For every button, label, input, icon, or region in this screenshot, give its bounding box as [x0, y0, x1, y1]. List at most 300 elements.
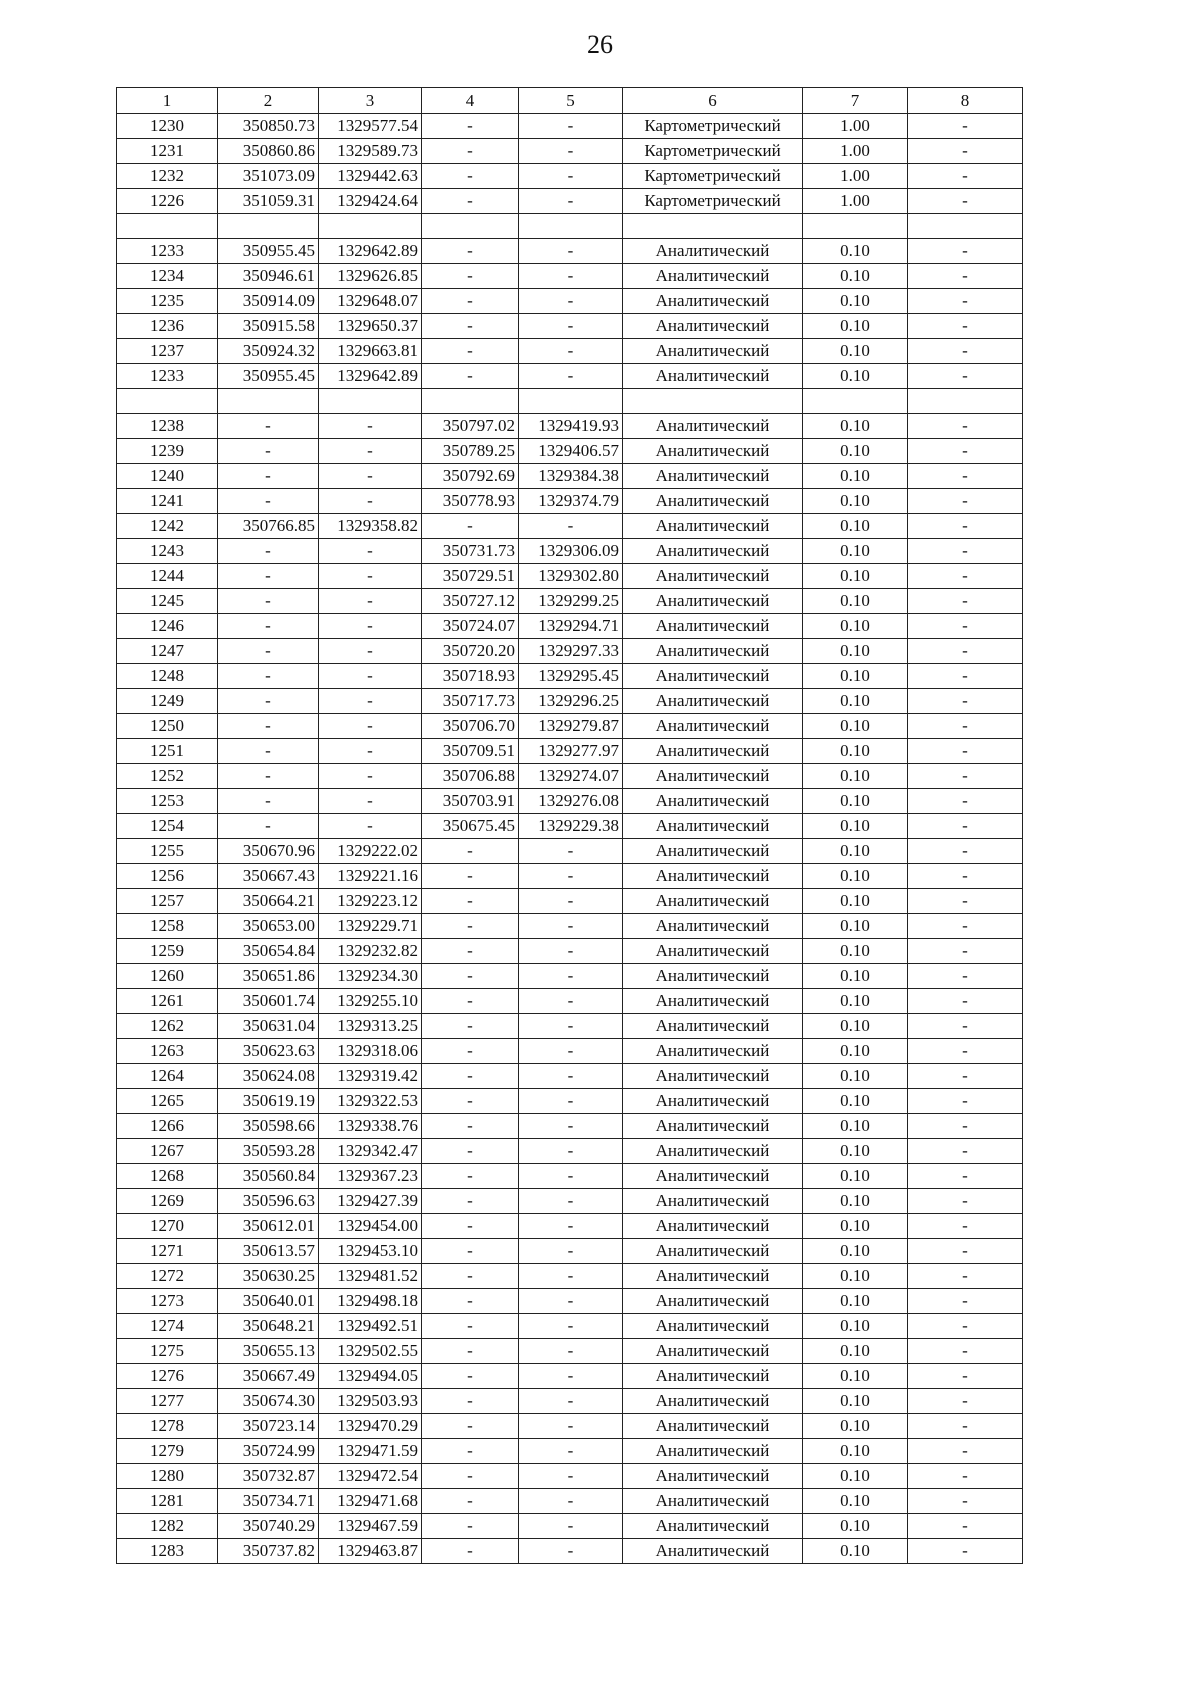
table-cell: - [218, 714, 319, 739]
table-cell: 1329648.07 [319, 289, 422, 314]
table-cell: 350601.74 [218, 989, 319, 1014]
table-row [117, 1014, 1023, 1039]
table-cell: 1257 [117, 889, 218, 914]
table-row [117, 539, 1023, 564]
table-cell: 350732.87 [218, 1464, 319, 1489]
table-cell: 1.00 [803, 189, 908, 214]
table-row [117, 789, 1023, 814]
table-cell: - [319, 464, 422, 489]
table-cell: - [519, 989, 623, 1014]
table-cell: - [519, 1314, 623, 1339]
table-cell: 1329453.10 [319, 1239, 422, 1264]
table-cell: Аналитический [623, 1489, 803, 1514]
table-row [117, 139, 1023, 164]
table-row [117, 664, 1023, 689]
table-cell: 350619.19 [218, 1089, 319, 1114]
table-cell: Аналитический [623, 914, 803, 939]
table-cell: 1329650.37 [319, 314, 422, 339]
table-row [117, 989, 1023, 1014]
table-row [117, 189, 1023, 214]
table-cell: - [908, 239, 1023, 264]
table-cell: 0.10 [803, 889, 908, 914]
table-cell: 1329427.39 [319, 1189, 422, 1214]
table-cell: 1329419.93 [519, 414, 623, 439]
table-row [117, 1539, 1023, 1564]
table-row [117, 764, 1023, 789]
table-row [117, 1439, 1023, 1464]
table-cell: - [519, 1339, 623, 1364]
table-cell: - [319, 814, 422, 839]
table-cell: 0.10 [803, 439, 908, 464]
table-cell: - [908, 289, 1023, 314]
table-cell: - [908, 1164, 1023, 1189]
table-cell: - [422, 239, 519, 264]
table-cell [623, 389, 803, 414]
table-cell: - [908, 539, 1023, 564]
table-cell: - [422, 364, 519, 389]
table-cell: - [908, 564, 1023, 589]
table-cell: 1226 [117, 189, 218, 214]
table-cell: 1243 [117, 539, 218, 564]
table-cell: 1329472.54 [319, 1464, 422, 1489]
table-cell: 350560.84 [218, 1164, 319, 1189]
table-cell: - [218, 639, 319, 664]
table-row [117, 1414, 1023, 1439]
table-row [117, 1214, 1023, 1239]
table-cell: - [908, 1464, 1023, 1489]
table-cell: - [908, 1239, 1023, 1264]
table-cell: - [319, 414, 422, 439]
table-cell: 0.10 [803, 964, 908, 989]
table-cell: Аналитический [623, 664, 803, 689]
table-cell: - [422, 989, 519, 1014]
table-cell: 1329255.10 [319, 989, 422, 1014]
table-row [117, 264, 1023, 289]
table-cell: 0.10 [803, 1464, 908, 1489]
table-cell: - [422, 964, 519, 989]
table-row [117, 1314, 1023, 1339]
table-cell: - [519, 289, 623, 314]
table-cell: Аналитический [623, 989, 803, 1014]
table-cell: - [908, 639, 1023, 664]
table-cell: - [319, 589, 422, 614]
table-cell: 350648.21 [218, 1314, 319, 1339]
table-cell: Аналитический [623, 464, 803, 489]
table-cell: 0.10 [803, 289, 908, 314]
table-cell: 1260 [117, 964, 218, 989]
table-cell: 1246 [117, 614, 218, 639]
table-cell: - [908, 1064, 1023, 1089]
table-cell: - [519, 1489, 623, 1514]
table-cell: - [908, 1264, 1023, 1289]
table-cell: 0.10 [803, 1314, 908, 1339]
table-cell: 0.10 [803, 1514, 908, 1539]
table-cell: 0.10 [803, 1339, 908, 1364]
table-cell: - [908, 1114, 1023, 1139]
table-cell: Аналитический [623, 1289, 803, 1314]
table-cell: - [519, 1439, 623, 1464]
table-cell: 0.10 [803, 1189, 908, 1214]
table-cell: 350703.91 [422, 789, 519, 814]
table-cell: 1265 [117, 1089, 218, 1114]
column-header: 3 [319, 88, 422, 114]
column-header: 6 [623, 88, 803, 114]
table-cell: - [422, 1364, 519, 1389]
table-cell: 1329319.42 [319, 1064, 422, 1089]
table-cell: - [519, 364, 623, 389]
table-cell: 0.10 [803, 664, 908, 689]
table-row [117, 1189, 1023, 1214]
table-cell: 1279 [117, 1439, 218, 1464]
table-cell: - [519, 1239, 623, 1264]
table-cell: - [908, 1339, 1023, 1364]
table-cell: 1329577.54 [319, 114, 422, 139]
table-cell: 1238 [117, 414, 218, 439]
table-cell [218, 389, 319, 414]
table-cell: Аналитический [623, 1264, 803, 1289]
table-cell: 1329306.09 [519, 539, 623, 564]
table-cell: - [908, 1439, 1023, 1464]
table-row [117, 1289, 1023, 1314]
table-cell: 1329367.23 [319, 1164, 422, 1189]
table-row [117, 714, 1023, 739]
table-cell: 0.10 [803, 739, 908, 764]
table-cell: 1234 [117, 264, 218, 289]
table-cell: - [519, 864, 623, 889]
table-cell: 350631.04 [218, 1014, 319, 1039]
table-row [117, 1164, 1023, 1189]
table-row [117, 1264, 1023, 1289]
table-cell: 0.10 [803, 1264, 908, 1289]
table-cell: - [908, 1414, 1023, 1439]
table-cell: 1329229.38 [519, 814, 623, 839]
table-cell: - [519, 1514, 623, 1539]
table-cell: - [908, 439, 1023, 464]
table-cell: 1329424.64 [319, 189, 422, 214]
table-cell: 1329384.38 [519, 464, 623, 489]
table-cell: Аналитический [623, 1464, 803, 1489]
table-cell: 350766.85 [218, 514, 319, 539]
table-cell: 0.10 [803, 339, 908, 364]
table-cell: - [908, 839, 1023, 864]
table-row [117, 564, 1023, 589]
table-cell: - [422, 889, 519, 914]
table-cell: 1329223.12 [319, 889, 422, 914]
table-cell: - [319, 714, 422, 739]
table-cell: - [422, 1489, 519, 1514]
page-number: 26 [587, 30, 613, 59]
table-cell: 350674.30 [218, 1389, 319, 1414]
table-cell: Аналитический [623, 539, 803, 564]
table-cell: 1329358.82 [319, 514, 422, 539]
table-cell: - [519, 1164, 623, 1189]
table-cell: - [218, 764, 319, 789]
table-cell: 0.10 [803, 814, 908, 839]
table-cell: 1.00 [803, 139, 908, 164]
table-cell: 0.10 [803, 839, 908, 864]
table-cell: 1231 [117, 139, 218, 164]
table-cell: - [422, 1464, 519, 1489]
table-cell: - [908, 789, 1023, 814]
table-cell: 0.10 [803, 1214, 908, 1239]
table-cell: 350706.88 [422, 764, 519, 789]
table-cell [218, 214, 319, 239]
table-cell: Аналитический [623, 614, 803, 639]
table-row [117, 914, 1023, 939]
table-cell: - [422, 1339, 519, 1364]
table-cell: 350723.14 [218, 1414, 319, 1439]
table-row [117, 439, 1023, 464]
table-cell: - [908, 489, 1023, 514]
table-cell: 0.10 [803, 489, 908, 514]
table-cell: Аналитический [623, 1139, 803, 1164]
table-cell: - [519, 1389, 623, 1414]
table-cell: 350593.28 [218, 1139, 319, 1164]
table-cell: 1.00 [803, 114, 908, 139]
table-cell: - [908, 1014, 1023, 1039]
table-cell: 350778.93 [422, 489, 519, 514]
table-cell: 0.10 [803, 614, 908, 639]
table-cell: Аналитический [623, 714, 803, 739]
table-cell: - [519, 264, 623, 289]
table-cell: 1256 [117, 864, 218, 889]
table-separator-row [117, 214, 1023, 239]
column-header: 5 [519, 88, 623, 114]
table-row [117, 589, 1023, 614]
table-cell: 1329318.06 [319, 1039, 422, 1064]
column-header: 8 [908, 88, 1023, 114]
table-cell: 1282 [117, 1514, 218, 1539]
table-cell: - [422, 289, 519, 314]
table-cell: 1329442.63 [319, 164, 422, 189]
table-cell: 1273 [117, 1289, 218, 1314]
table-cell: - [422, 1064, 519, 1089]
table-row [117, 1389, 1023, 1414]
table-cell: 1329492.51 [319, 1314, 422, 1339]
table-cell: 1254 [117, 814, 218, 839]
table-cell: 1329589.73 [319, 139, 422, 164]
table-cell: - [519, 189, 623, 214]
table-cell: 350724.99 [218, 1439, 319, 1464]
table-cell: - [908, 989, 1023, 1014]
table-cell: 1329406.57 [519, 439, 623, 464]
table-cell: Аналитический [623, 589, 803, 614]
table-cell: 1329342.47 [319, 1139, 422, 1164]
table-cell: Аналитический [623, 689, 803, 714]
table-cell: 1329313.25 [319, 1014, 422, 1039]
table-cell: 0.10 [803, 539, 908, 564]
table-cell: 350789.25 [422, 439, 519, 464]
table-cell: - [319, 739, 422, 764]
table-cell: 0.10 [803, 914, 908, 939]
table-cell: - [519, 239, 623, 264]
table-cell: 1329279.87 [519, 714, 623, 739]
table-cell: - [422, 114, 519, 139]
table-cell: Аналитический [623, 789, 803, 814]
table-cell: 0.10 [803, 1539, 908, 1564]
table-cell: 0.10 [803, 314, 908, 339]
table-cell: 350737.82 [218, 1539, 319, 1564]
table-row [117, 639, 1023, 664]
table-cell: 1283 [117, 1539, 218, 1564]
table-cell: - [908, 689, 1023, 714]
table-cell: 1272 [117, 1264, 218, 1289]
table-cell: - [319, 664, 422, 689]
table-cell: - [908, 414, 1023, 439]
table-cell: - [422, 1139, 519, 1164]
table-cell: - [422, 264, 519, 289]
table-cell: 350612.01 [218, 1214, 319, 1239]
table-cell: 1235 [117, 289, 218, 314]
table-cell: 1233 [117, 239, 218, 264]
table-cell: 350640.01 [218, 1289, 319, 1314]
table-cell: 1329374.79 [519, 489, 623, 514]
table-cell: 0.10 [803, 1089, 908, 1114]
table-cell: - [519, 1214, 623, 1239]
table-row [117, 489, 1023, 514]
table-cell: Аналитический [623, 739, 803, 764]
table-cell: 0.10 [803, 564, 908, 589]
table-cell: - [422, 1114, 519, 1139]
table-cell: 0.10 [803, 1064, 908, 1089]
table-cell: 1329276.08 [519, 789, 623, 814]
table-cell: - [908, 164, 1023, 189]
table-cell: - [519, 339, 623, 364]
table-cell: 350860.86 [218, 139, 319, 164]
table-row [117, 1089, 1023, 1114]
table-cell: - [908, 1289, 1023, 1314]
table-cell: 350624.08 [218, 1064, 319, 1089]
table-cell: - [519, 939, 623, 964]
table-cell: Аналитический [623, 1189, 803, 1214]
table-cell: - [422, 1189, 519, 1214]
table-cell: Аналитический [623, 814, 803, 839]
table-cell: 0.10 [803, 1139, 908, 1164]
table-cell: - [218, 489, 319, 514]
table-cell: - [422, 839, 519, 864]
table-cell: - [422, 1514, 519, 1539]
table-cell: Аналитический [623, 1414, 803, 1439]
table-cell: - [422, 1289, 519, 1314]
table-cell: - [218, 814, 319, 839]
table-cell: Картометрический [623, 164, 803, 189]
table-cell: - [422, 1014, 519, 1039]
table-cell: Аналитический [623, 439, 803, 464]
table-row [117, 1464, 1023, 1489]
table-cell: 350729.51 [422, 564, 519, 589]
table-cell: Аналитический [623, 1539, 803, 1564]
coordinates-table [116, 87, 1023, 1564]
table-row [117, 1514, 1023, 1539]
table-cell: Аналитический [623, 239, 803, 264]
table-cell: - [218, 539, 319, 564]
table-cell: 350651.86 [218, 964, 319, 989]
column-header: 4 [422, 88, 519, 114]
table-cell: 350654.84 [218, 939, 319, 964]
table-cell [319, 214, 422, 239]
table-cell: 1249 [117, 689, 218, 714]
table-row [117, 1364, 1023, 1389]
table-cell: - [519, 1189, 623, 1214]
table-cell: 1262 [117, 1014, 218, 1039]
table-cell: 1329221.16 [319, 864, 422, 889]
table-cell: - [218, 464, 319, 489]
table-cell: 350792.69 [422, 464, 519, 489]
table-cell: 1268 [117, 1164, 218, 1189]
table-cell: 1329470.29 [319, 1414, 422, 1439]
table-row [117, 939, 1023, 964]
table-cell: 0.10 [803, 589, 908, 614]
table-cell: - [319, 639, 422, 664]
table-cell: 0.10 [803, 1114, 908, 1139]
table-cell: - [519, 139, 623, 164]
table-cell: 0.10 [803, 1364, 908, 1389]
table-cell: - [908, 664, 1023, 689]
table-cell: Аналитический [623, 1314, 803, 1339]
table-cell: - [908, 1089, 1023, 1114]
table-cell [623, 214, 803, 239]
table-cell: 350623.63 [218, 1039, 319, 1064]
table-cell: - [519, 1414, 623, 1439]
table-cell: 1329498.18 [319, 1289, 422, 1314]
table-cell: - [908, 1514, 1023, 1539]
table-cell: 350955.45 [218, 239, 319, 264]
table-cell: 1267 [117, 1139, 218, 1164]
table-cell: - [908, 1539, 1023, 1564]
table-cell: 350720.20 [422, 639, 519, 664]
table-cell: Аналитический [623, 339, 803, 364]
table-cell: 350717.73 [422, 689, 519, 714]
table-cell: 351059.31 [218, 189, 319, 214]
table-cell: - [908, 1139, 1023, 1164]
table-cell [803, 214, 908, 239]
table-row [117, 114, 1023, 139]
table-cell: Аналитический [623, 889, 803, 914]
table-cell: Аналитический [623, 1089, 803, 1114]
table-cell: 350675.45 [422, 814, 519, 839]
table-row [117, 164, 1023, 189]
table-cell: Аналитический [623, 1439, 803, 1464]
table-cell: 0.10 [803, 264, 908, 289]
table-cell: - [908, 264, 1023, 289]
table-cell: Аналитический [623, 1389, 803, 1414]
table-cell: Аналитический [623, 939, 803, 964]
table-cell: - [422, 1439, 519, 1464]
table-row [117, 889, 1023, 914]
table-cell: - [319, 614, 422, 639]
table-cell: 1237 [117, 339, 218, 364]
table-cell: - [319, 539, 422, 564]
table-cell: 1269 [117, 1189, 218, 1214]
table-cell: - [908, 1189, 1023, 1214]
table-cell: 0.10 [803, 1014, 908, 1039]
table-cell: - [218, 589, 319, 614]
table-cell: 1274 [117, 1314, 218, 1339]
table-cell: Аналитический [623, 1164, 803, 1189]
table-cell: 1329299.25 [519, 589, 623, 614]
table-cell: - [422, 1239, 519, 1264]
table-cell: - [319, 689, 422, 714]
table-cell: 1329232.82 [319, 939, 422, 964]
table-cell [519, 214, 623, 239]
table-cell: - [519, 1064, 623, 1089]
table-cell: - [908, 1364, 1023, 1389]
table-cell: - [422, 1039, 519, 1064]
table-cell: - [519, 164, 623, 189]
table-cell: - [319, 764, 422, 789]
table-row [117, 314, 1023, 339]
table-cell: - [908, 814, 1023, 839]
